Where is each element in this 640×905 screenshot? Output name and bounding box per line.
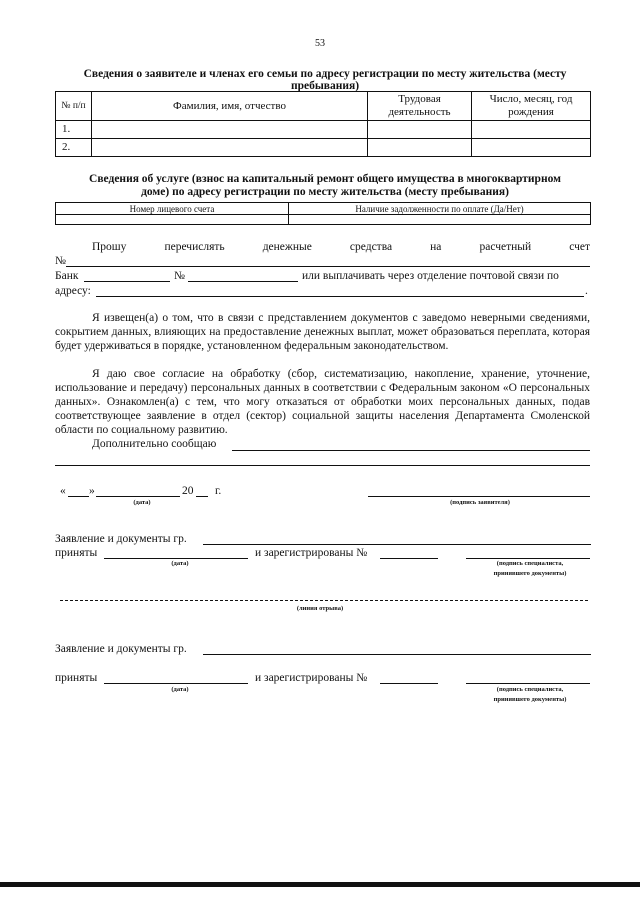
acceptance2-specialist-caption-2: принявшего документы) bbox=[493, 696, 567, 703]
acceptance2-specialist-signature-field[interactable] bbox=[466, 683, 590, 684]
row-work-cell[interactable] bbox=[368, 139, 472, 157]
row-number: 2. bbox=[56, 139, 92, 157]
applicant-signature-field[interactable] bbox=[368, 496, 590, 497]
section2-title-line2: доме) по адресу регистрации по месту жительства (месту пребывания) bbox=[141, 186, 509, 198]
col-account-header: Номер лицевого счета bbox=[56, 203, 289, 215]
col-name-header: Фамилия, имя, отчество bbox=[92, 92, 368, 121]
col-number-header: № п/п bbox=[56, 92, 92, 121]
acceptance2-specialist-caption: (подпись специалиста, bbox=[496, 686, 564, 693]
bank-number-field[interactable] bbox=[188, 281, 298, 282]
bank-label: Банк bbox=[55, 270, 79, 282]
acceptance2-label: Заявление и документы гр. bbox=[55, 643, 187, 655]
row-birth-cell[interactable] bbox=[472, 139, 591, 157]
date-quote-close: » bbox=[89, 485, 95, 497]
scan-border-bar bbox=[0, 882, 640, 887]
acceptance1-date-field[interactable] bbox=[104, 558, 248, 559]
consent-paragraph: Я даю свое согласие на обработку (сбор, систематизацию, накопление, хранение, уточнение, использование и передачу) персональных данных в соответствии с Федеральным законом «О персональных данных». Ознакомлен(а) с тем, что могу отказаться от обработки моих персональных данных, подав соответствующее заявление в отдел (сектор) социальной защиты населения Департамента Смоленской области по социальному развитию. bbox=[55, 368, 590, 436]
address-field[interactable] bbox=[96, 296, 584, 297]
additional-info-label: Дополнительно сообщаю bbox=[92, 438, 217, 450]
table-header-row bbox=[56, 203, 591, 215]
acceptance1-specialist-signature-field[interactable] bbox=[466, 558, 590, 559]
cut-line-caption: (линия отрыва) bbox=[296, 605, 344, 612]
account-cell[interactable] bbox=[56, 215, 289, 225]
date-month-field[interactable] bbox=[96, 496, 180, 497]
acceptance2-registered: и зарегистрированы № bbox=[255, 672, 368, 684]
family-table bbox=[55, 91, 591, 157]
acceptance1-label: Заявление и документы гр. bbox=[55, 533, 187, 545]
date-year-suffix: г. bbox=[215, 485, 222, 497]
acceptance2-date-caption: (дата) bbox=[171, 686, 189, 693]
table-header-row bbox=[56, 92, 591, 121]
table-row bbox=[56, 215, 591, 225]
acceptance1-registered: и зарегистрированы № bbox=[255, 547, 368, 559]
date-caption: (дата) bbox=[133, 499, 151, 506]
acceptance1-specialist-caption: (подпись специалиста, bbox=[496, 560, 564, 567]
account-number-field[interactable] bbox=[66, 266, 590, 267]
row-work-cell[interactable] bbox=[368, 121, 472, 139]
acceptance1-specialist-caption-2: принявшего документы) bbox=[493, 570, 567, 577]
bank-number-label: № bbox=[174, 270, 185, 282]
row-name-cell[interactable] bbox=[92, 121, 368, 139]
date-year-field[interactable] bbox=[196, 496, 208, 497]
acceptance2-number-field[interactable] bbox=[380, 683, 438, 684]
acceptance2-accepted: приняты bbox=[55, 672, 98, 684]
page-number: 53 bbox=[315, 38, 325, 49]
section2-title-line1: Сведения об услуге (взнос на капитальный ремонт общего имущества в многоквартирном bbox=[89, 173, 561, 185]
acceptance2-date-field[interactable] bbox=[104, 683, 248, 684]
table-row bbox=[56, 139, 591, 157]
bank-field[interactable] bbox=[84, 281, 170, 282]
additional-info-field-2[interactable] bbox=[55, 465, 590, 466]
debt-cell[interactable] bbox=[289, 215, 591, 225]
col-work-header: Трудовая деятельность bbox=[368, 92, 472, 121]
acceptance1-accepted: приняты bbox=[55, 547, 98, 559]
date-quote-open: « bbox=[60, 485, 66, 497]
post-option-text: или выплачивать через отделение почтовой связи по bbox=[302, 270, 559, 282]
col-birth-header: Число, месяц, год рождения bbox=[472, 92, 591, 121]
address-label: адресу: bbox=[55, 285, 91, 297]
table-row bbox=[56, 121, 591, 139]
date-year-prefix: 20 bbox=[182, 485, 194, 497]
cut-line bbox=[60, 600, 588, 601]
payment-request: Прошу перечислять денежные средства на расчетный счет bbox=[92, 241, 590, 253]
section1-title-line1: Сведения о заявителе и членах его семьи по адресу регистрации по месту жительства (месту bbox=[83, 68, 567, 80]
section1-title-line2: пребывания) bbox=[290, 80, 360, 92]
acceptance1-name-field[interactable] bbox=[203, 544, 591, 545]
notice-paragraph: Я извещен(а) о том, что в связи с представлением документов с заведомо неверными сведениями, сокрытием данных, влияющих на предоставление денежных выплат, может образоваться переплата, которая будет удерживаться в порядке, установленном федеральным законодательством. bbox=[55, 312, 590, 352]
date-day-field[interactable] bbox=[68, 496, 89, 497]
acceptance2-name-field[interactable] bbox=[203, 654, 591, 655]
row-number: 1. bbox=[56, 121, 92, 139]
service-table bbox=[55, 202, 591, 225]
acceptance1-number-field[interactable] bbox=[380, 558, 438, 559]
col-debt-header: Наличие задолженности по оплате (Да/Нет) bbox=[289, 203, 591, 215]
additional-info-field[interactable] bbox=[232, 450, 590, 451]
applicant-signature-caption: (подпись заявителя) bbox=[450, 499, 510, 506]
acceptance1-date-caption: (дата) bbox=[171, 560, 189, 567]
row-birth-cell[interactable] bbox=[472, 121, 591, 139]
row-name-cell[interactable] bbox=[92, 139, 368, 157]
account-number-label: № bbox=[55, 255, 66, 267]
